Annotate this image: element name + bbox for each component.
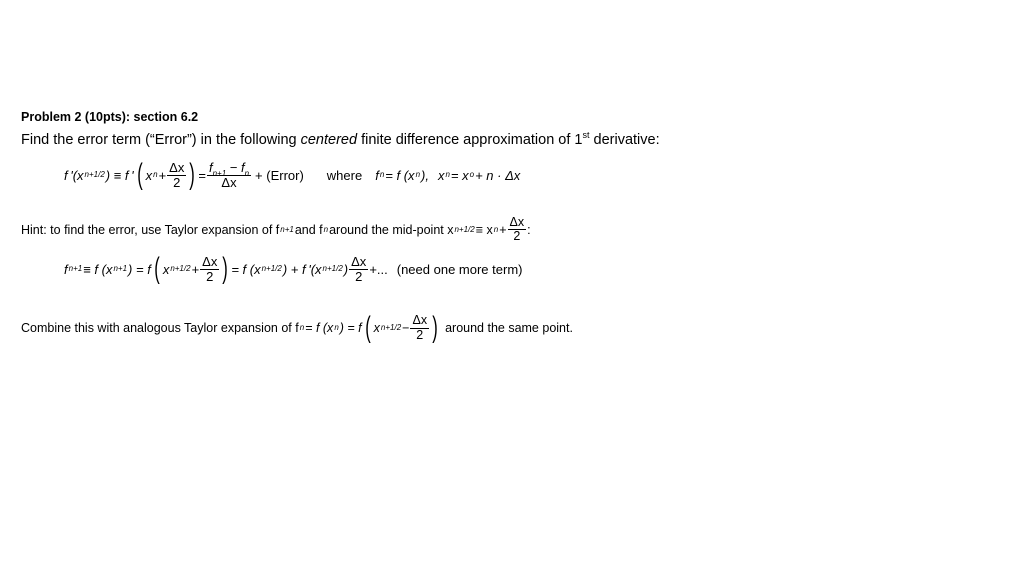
eq1-frac2-mid: − f <box>226 159 245 175</box>
eq1-frac1-num: Δx <box>169 159 185 175</box>
hint-frac <box>508 216 527 243</box>
statement-italic: centered <box>300 132 358 148</box>
eq1-def2-end: + n · Δx <box>475 167 521 183</box>
eq2-part3: = f (x <box>231 261 261 277</box>
eq1-frac2-f: f <box>208 159 213 175</box>
eq1-arg-x: x <box>145 167 153 183</box>
eq2-ellipsis: +... <box>369 261 388 277</box>
eq1-frac2-sub2: n <box>244 168 250 178</box>
combine-frac-num: Δx <box>412 313 428 328</box>
hint-text-4: ≡ x <box>475 222 493 237</box>
eq1-frac1 <box>167 161 186 189</box>
eq2-open-paren: ( <box>154 252 160 285</box>
eq1-def1-end: ), <box>421 167 429 183</box>
hint-text-2: and f <box>294 222 323 237</box>
eq1-def1-rest: = f (x <box>385 167 415 183</box>
eq1-frac2 <box>207 161 251 189</box>
combine-text-3: ) = f <box>339 321 362 335</box>
eq2-arg-x: x <box>162 261 170 277</box>
eq1-lhs: f '(x <box>64 167 84 183</box>
statement-text: Find the error term (“Error”) in the following <box>21 132 301 148</box>
hint-text-5: + <box>499 222 507 237</box>
combine-end: around the same point. <box>445 321 573 335</box>
eq1-def1: f <box>375 167 379 183</box>
combine-text-1: Combine this with analogous Taylor expansion of f <box>21 321 299 335</box>
eq1-equals: = <box>198 167 206 183</box>
eq2-f: f <box>64 261 68 277</box>
statement-end: derivative: <box>589 132 660 148</box>
equation-1: f '(x n+1/2 ) ≡ f ' ( x n + $\frac{\Delta x}{2}$ ) = $\frac{f_{n+1} - f_n}{\Delta x}$ + (Error) where f n = f (x n ), x n = x o + n · Δx <box>64 158 521 191</box>
statement-superscript: st <box>582 130 590 140</box>
eq1-frac1-den: 2 <box>173 174 181 190</box>
eq2-frac1 <box>200 255 219 283</box>
problem-statement <box>21 132 660 148</box>
eq1-def2-rest: = x <box>450 167 469 183</box>
combine-frac-den: 2 <box>416 327 424 342</box>
hint-frac-num: Δx <box>509 215 525 229</box>
combine-frac <box>410 314 429 341</box>
problem-title: Problem 2 (10pts): section 6.2 <box>21 110 199 124</box>
statement-text-2: finite difference approximation of 1 <box>357 132 583 148</box>
eq2-part2: ) = f <box>128 261 151 277</box>
eq1-plus: + <box>158 167 167 183</box>
equation-2: f n+1 ≡ f (x n+1 ) = f ( x n+1/2 + $\frac{\Delta x}{2}$ ) = f (x n+1/2 ) + f '(x n+1/2 ) $\frac{\Delta x}{2}$ +... (need one more term) <box>64 252 523 285</box>
eq1-close-paren: ) <box>189 158 196 191</box>
eq2-part4: ) + f '(x <box>282 261 322 277</box>
eq1-def2: x <box>437 167 445 183</box>
combine-text-2: = f (x <box>305 321 334 335</box>
eq1-mid: ) ≡ f ' <box>105 167 134 183</box>
eq2-note: (need one more term) <box>396 261 523 277</box>
eq2-close-paren: ) <box>222 252 229 285</box>
eq2-part5: ) <box>343 261 349 277</box>
eq2-frac1-den: 2 <box>206 268 214 284</box>
combine-arg-x: x <box>373 321 380 335</box>
hint-line: Hint: to find the error, use Taylor expansion of f n+1 and f n around the mid-point x n+1/2 ≡ x n + $\frac{\Delta x}{2}$ : <box>21 215 531 244</box>
combine-minus: − <box>402 321 410 335</box>
hint-text-3: around the mid-point x <box>329 222 454 237</box>
combine-close-paren: ) <box>432 311 438 344</box>
eq1-error-term: + (Error) <box>255 167 304 183</box>
hint-text-1: Hint: to find the error, use Taylor expansion of f <box>21 222 280 237</box>
hint-frac-den: 2 <box>513 229 521 244</box>
eq1-open-paren: ( <box>136 158 143 191</box>
eq2-plus: + <box>191 261 200 277</box>
hint-end: : <box>527 222 531 237</box>
eq1-where: where <box>326 167 363 183</box>
eq2-part1: ≡ f (x <box>83 261 113 277</box>
eq2-frac2 <box>349 255 368 283</box>
eq2-frac1-num: Δx <box>202 253 218 269</box>
combine-open-paren: ( <box>364 311 371 344</box>
eq1-frac2-den: Δx <box>221 174 237 190</box>
eq1-frac2-sub1: n+1 <box>212 168 227 178</box>
eq2-frac2-num: Δx <box>351 253 367 269</box>
combine-line: Combine this with analogous Taylor expansion of f n = f (x n ) = f ( x n+1/2 − $\frac{\Delta x}{2}$ ) around the same point. <box>21 311 573 344</box>
eq2-frac2-den: 2 <box>355 268 363 284</box>
